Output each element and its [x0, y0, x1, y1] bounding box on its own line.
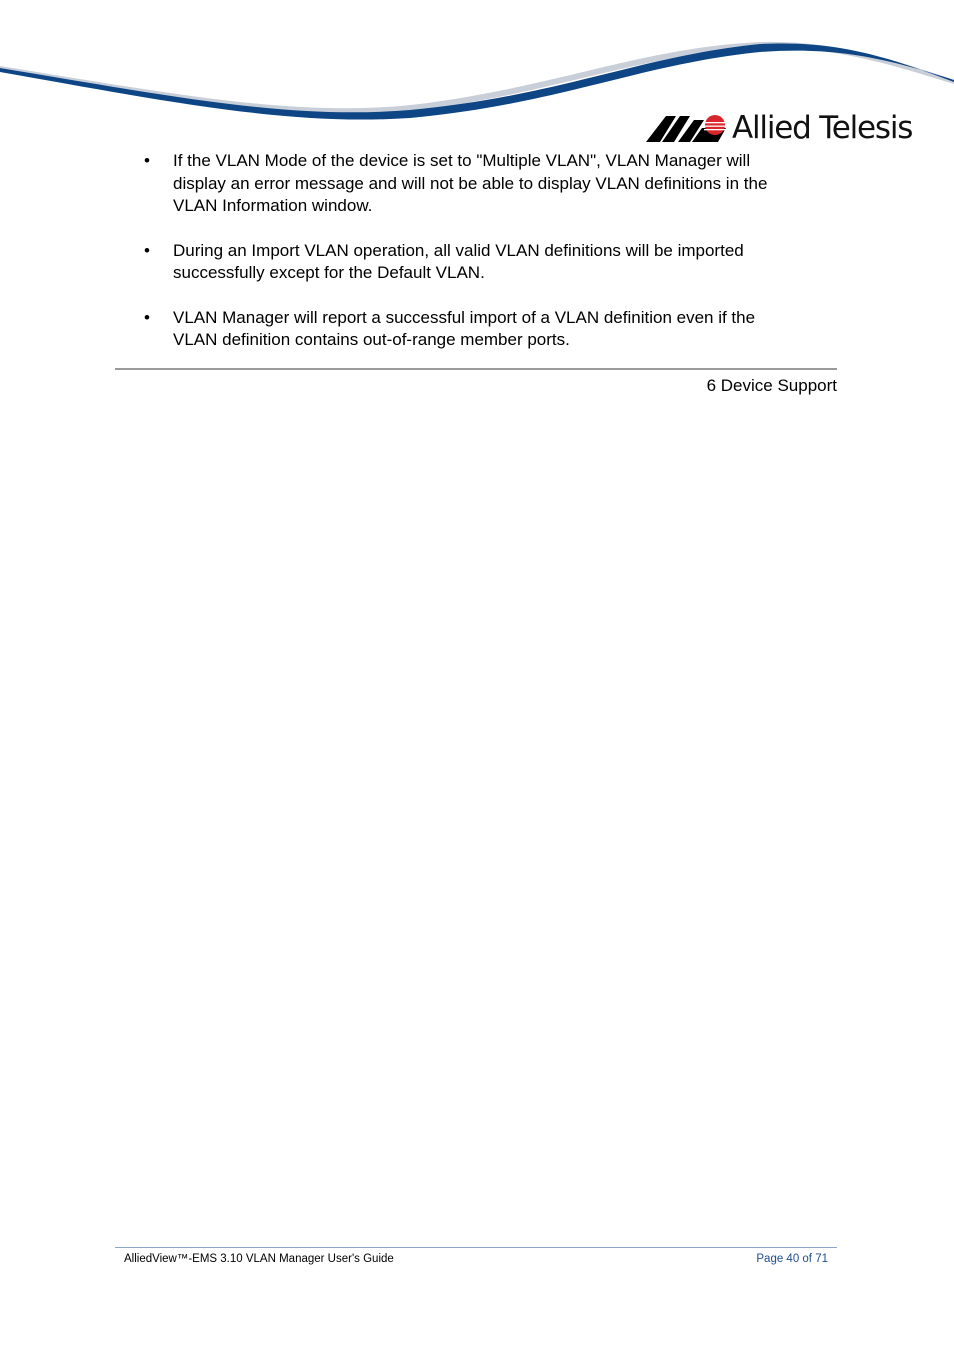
- bullet-marker: •: [144, 307, 150, 327]
- bullet-line: If the VLAN Mode of the device is set to "Multiple VLAN", VLAN Manager will: [173, 151, 751, 170]
- bullet-line: During an Import VLAN operation, all valid VLAN definitions will be imported: [173, 240, 744, 260]
- list-item: [140, 307, 840, 352]
- bullet-marker: •: [144, 240, 150, 260]
- footer-divider: [115, 1247, 837, 1248]
- allied-telesis-logo-mark-icon: [646, 114, 728, 142]
- footer-page-number: Page 40 of 71: [756, 1253, 828, 1265]
- allied-telesis-logo: [646, 108, 913, 148]
- bullet-marker: •: [144, 151, 150, 170]
- bullet-line: VLAN Information window.: [173, 196, 373, 215]
- document-body: [140, 150, 840, 374]
- brand-name: Allied Telesis: [732, 110, 913, 146]
- notes-bullet-list: [140, 150, 840, 352]
- section-heading: 6 Device Support: [706, 376, 837, 395]
- bullet-line: successfully except for the Default VLAN.: [173, 263, 485, 282]
- bullet-line: display an error message and will not be able to display VLAN definitions in the: [173, 173, 768, 193]
- footer-document-title: AlliedView™-EMS 3.10 VLAN Manager User's Guide: [124, 1253, 394, 1265]
- section-divider: [115, 368, 837, 370]
- bullet-line: VLAN Manager will report a successful import of a VLAN definition even if the: [173, 307, 756, 327]
- list-item: [140, 240, 840, 285]
- list-item: [140, 150, 840, 218]
- bullet-line: VLAN definition contains out-of-range member ports.: [173, 330, 570, 349]
